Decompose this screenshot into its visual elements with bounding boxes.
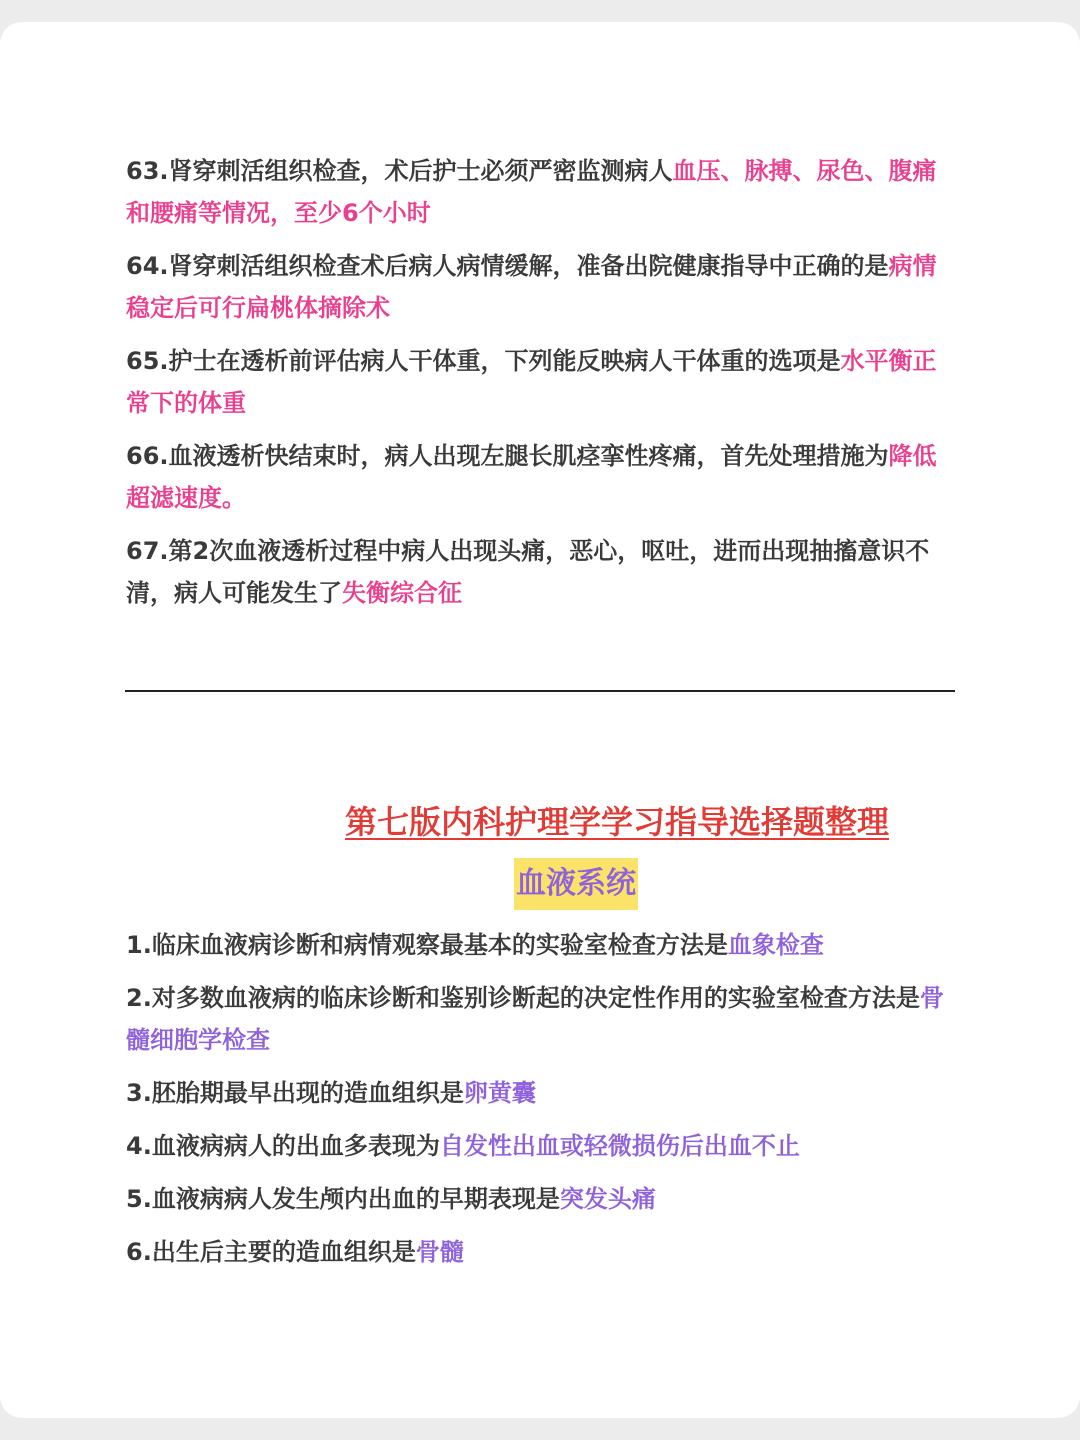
answer-text: 卵黄囊 [463, 1079, 536, 1107]
question-text: 3.胚胎期最早出现的造血组织是 [126, 1079, 464, 1107]
answer-text: 自发性出血或轻微损伤后出血不止 [439, 1132, 800, 1160]
question-list-bottom [126, 924, 956, 1284]
answer-text: 病情稳定后可行扁桃体摘除术 [126, 252, 937, 322]
question-text: 5.血液病病人发生颅内出血的早期表现是 [126, 1185, 560, 1213]
question-item [126, 435, 956, 519]
section-divider [125, 690, 955, 692]
question-text: 65.护士在透析前评估病人干体重，下列能反映病人干体重的选项是 [126, 347, 841, 375]
question-item [126, 1231, 956, 1273]
question-item [126, 1178, 956, 1220]
question-list-top [126, 150, 956, 625]
question-item [126, 977, 956, 1061]
question-item [126, 530, 956, 614]
answer-text: 水平衡正常下的体重 [126, 347, 937, 417]
answer-text: 血压、脉搏、尿色、腹痛和腰痛等情况，至少6个小时 [126, 157, 937, 227]
question-item [126, 924, 956, 966]
question-item [126, 1125, 956, 1167]
question-text: 1.临床血液病诊断和病情观察最基本的实验室检查方法是 [126, 931, 728, 959]
question-item [126, 150, 956, 234]
question-item [126, 340, 956, 424]
section-title: 第七版内科护理学学习指导选择题整理 [345, 803, 890, 841]
section-subtitle: 血液系统 [514, 858, 638, 910]
answer-text: 降低超滤速度。 [126, 442, 937, 512]
question-text: 64.肾穿刺活组织检查术后病人病情缓解，准备出院健康指导中正确的是 [126, 252, 889, 280]
answer-text: 失衡综合征 [342, 579, 462, 607]
question-item [126, 1072, 956, 1114]
question-text: 66.血液透析快结束时，病人出现左腿长肌痉挛性疼痛，首先处理措施为 [126, 442, 889, 470]
answer-text: 骨髓细胞学检查 [126, 984, 944, 1054]
question-item [126, 245, 956, 329]
question-text: 63.肾穿刺活组织检查，术后护士必须严密监测病人 [126, 157, 673, 185]
question-text: 4.血液病病人的出血多表现为 [126, 1132, 440, 1160]
answer-text: 突发头痛 [559, 1185, 656, 1213]
answer-text: 骨髓 [415, 1238, 464, 1266]
page-card [0, 22, 1080, 1418]
question-text: 2.对多数血液病的临床诊断和鉴别诊断起的决定性作用的实验室检查方法是 [126, 984, 920, 1012]
question-text: 67.第2次血液透析过程中病人出现头痛，恶心，呕吐，进而出现抽搐意识不清，病人可能发生了 [126, 537, 930, 607]
answer-text: 血象检查 [727, 931, 824, 959]
question-text: 6.出生后主要的造血组织是 [126, 1238, 416, 1266]
